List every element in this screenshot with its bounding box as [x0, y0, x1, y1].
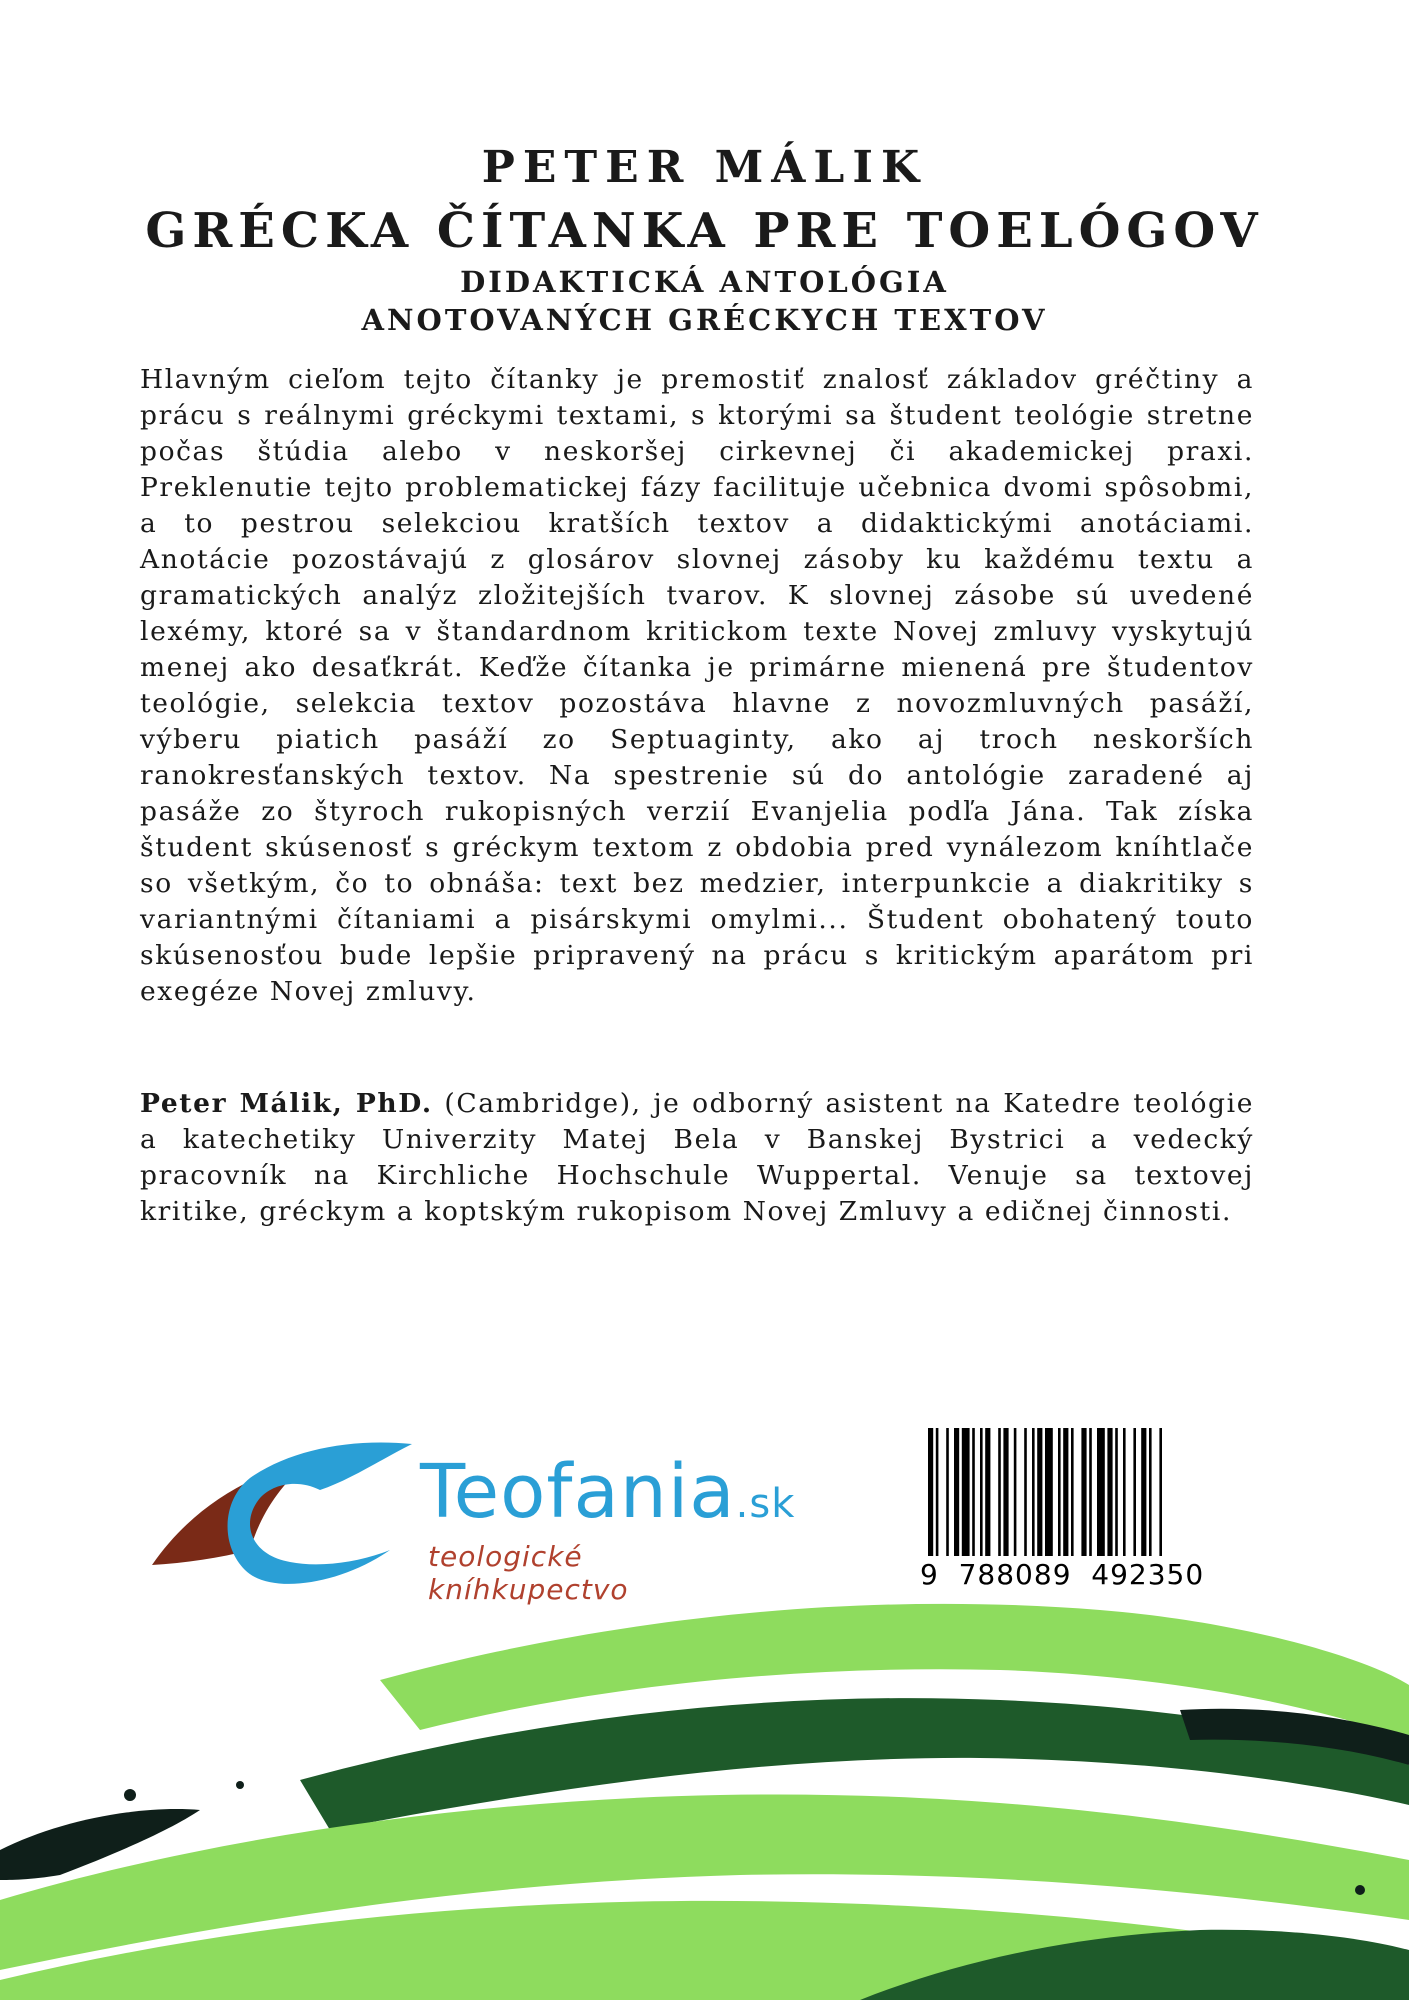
barcode-bar [946, 1428, 949, 1556]
author-bio-name: Peter Málik, PhD. [140, 1088, 433, 1119]
barcode-bar [1107, 1428, 1112, 1556]
brush-stroke-decoration [0, 1590, 1409, 2000]
publisher-logo [150, 1430, 796, 1606]
barcode-bar [1123, 1428, 1126, 1556]
barcode-bar [1058, 1428, 1061, 1556]
barcode-bar [1045, 1428, 1053, 1556]
publisher-name-text: Teofania [420, 1449, 736, 1535]
barcode-bar [936, 1428, 939, 1556]
barcode-bar [1032, 1428, 1035, 1556]
publisher-name [420, 1449, 796, 1544]
isbn-barcode [920, 1428, 1240, 1591]
barcode-bars [920, 1428, 1240, 1556]
barcode-bar [998, 1428, 1001, 1556]
barcode-bar [1003, 1428, 1008, 1556]
barcode-bar [1014, 1428, 1017, 1556]
barcode-bar [928, 1428, 933, 1556]
barcode-bar [1159, 1428, 1162, 1556]
barcode-bar [980, 1428, 983, 1556]
book-subtitle-line2: ANOTOVANÝCH GRÉCKYCH TEXTOV [361, 303, 1048, 337]
cover-header [0, 140, 1409, 338]
barcode-bar [985, 1428, 990, 1556]
barcode-digits: 9 788089 492350 [920, 1558, 1205, 1591]
barcode-bar [962, 1428, 970, 1556]
barcode-bar [1149, 1428, 1152, 1556]
teofania-emblem-icon [150, 1430, 420, 1600]
author-name: PETER MÁLIK [481, 142, 928, 193]
barcode-bar [1133, 1428, 1136, 1556]
barcode-bar [972, 1428, 975, 1556]
barcode-bar [1097, 1428, 1105, 1556]
barcode-bar [1115, 1428, 1118, 1556]
barcode-bar [1081, 1428, 1086, 1556]
barcode-bar [954, 1428, 959, 1556]
publisher-domain: .sk [735, 1481, 796, 1527]
book-title: GRÉCKA ČÍTANKA PRE TOELÓGOV [145, 203, 1264, 259]
book-subtitle-line1: DIDAKTICKÁ ANTOLÓGIA [460, 265, 949, 299]
barcode-bar [1071, 1428, 1074, 1556]
barcode-bar [1063, 1428, 1068, 1556]
publisher-tagline: teologické kníhkupectvo [428, 1540, 629, 1606]
author-bio-text: (Cambridge), je odborný asistent na Katedre teológie a katechetiky Univerzity Matej Bela v Banskej Bystrici a vedecký pracovník na Kirchliche Hochschule Wuppertal. Venuje sa textovej kritike, gréckym a koptským rukopisom Novej Zmluvy a edičnej činnosti. [140, 1088, 1254, 1227]
barcode-bar [1089, 1428, 1092, 1556]
barcode-bar [1141, 1428, 1146, 1556]
barcode-bar [1024, 1428, 1027, 1556]
barcode-bar [1037, 1428, 1042, 1556]
author-bio [140, 1086, 1254, 1230]
book-description: Hlavným cieľom tejto čítanky je premostiť znalosť základov gréčtiny a prácu s reálnymi gréckymi textami, s ktorými sa študent teológie stretne počas štúdia alebo v neskoršej cirkevnej či akademickej praxi. Preklenutie tejto problematickej fázy facilituje učebnica dvomi spôsobmi, a to pestrou selekciou kratších textov a didaktickými anotáciami. Anotácie pozostávajú z glosárov slovnej zásoby ku každému textu a gramatických analýz zložitejších tvarov. K slovnej zásobe sú uvedené lexémy, ktoré sa v štandardnom kritickom texte Novej zmluvy vyskytujú menej ako desaťkrát. Keďže čítanka je primárne mienená pre študentov teológie, selekcia textov pozostáva hlavne z novozmluvných pasáží, výberu piatich pasáží zo Septuaginty, ako aj troch neskorších ranokresťanských textov. Na spestrenie sú do antológie zaradené aj pasáže zo štyroch rukopisných verzií Evanjelia podľa Jána. Tak získa študent skúsenosť s gréckym textom z obdobia pred vynálezom kníhtlače so všetkým, čo to obnáša: text bez medzier, interpunkcie a diakritiky s variantnými čítaniami a pisárskymi omylmi... Študent obohatený touto skúsenosťou bude lepšie pripravený na prácu s kritickým aparátom pri exegéze Novej zmluvy. [140, 364, 1254, 1007]
